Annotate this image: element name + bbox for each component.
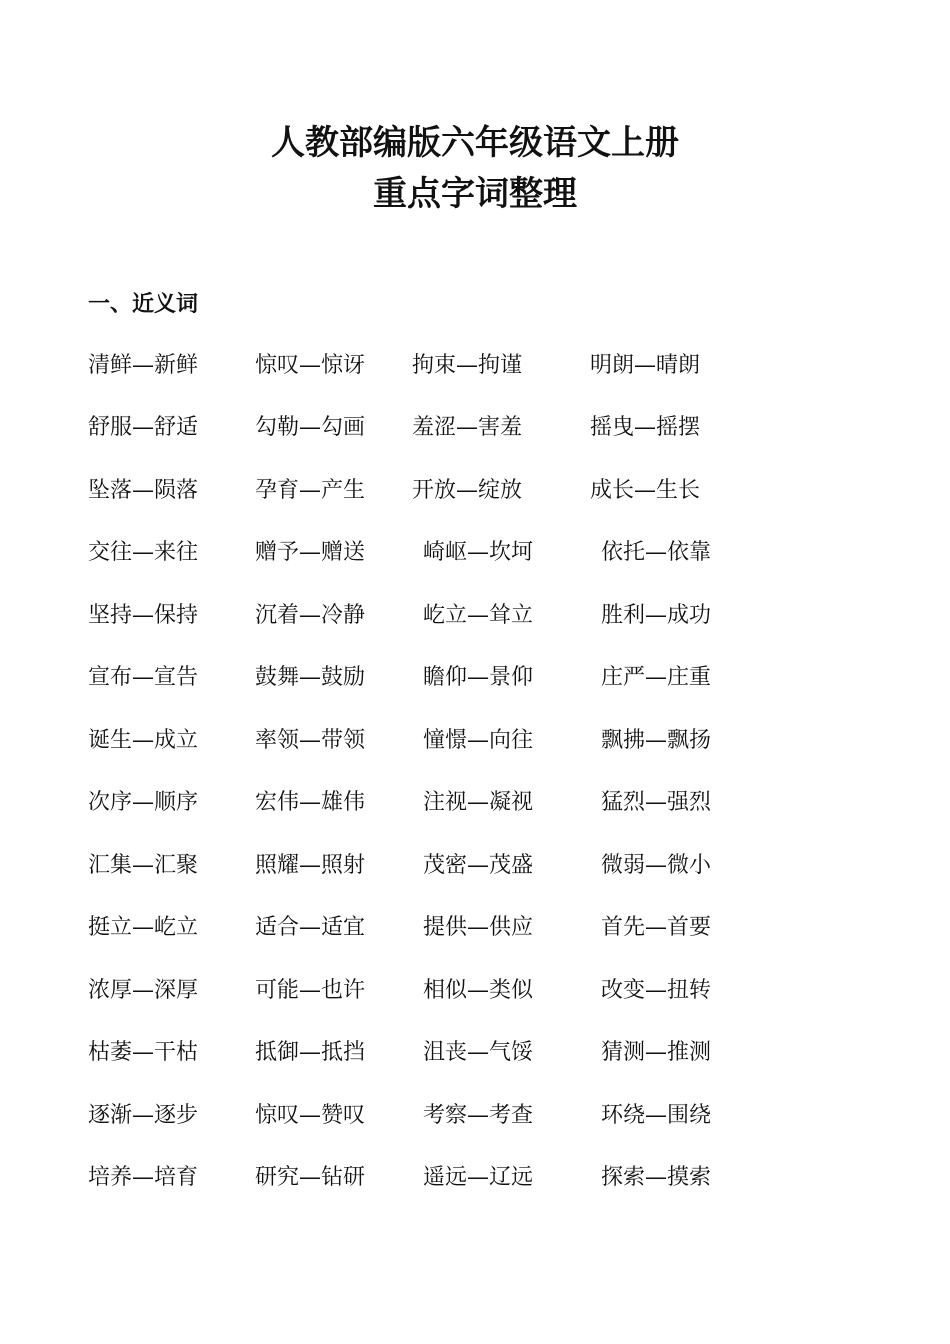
synonym-row	[0, 912, 950, 944]
synonym-pair: 依托—依靠	[601, 540, 712, 565]
synonym-pair: 瞻仰—景仰	[423, 665, 534, 690]
synonym-pair: 诞生—成立	[88, 728, 199, 753]
synonym-pair: 孕育—产生	[255, 478, 366, 503]
synonym-pair: 注视—凝视	[423, 790, 534, 815]
synonym-pair: 汇集—汇聚	[88, 853, 199, 878]
synonym-pair: 枯萎—干枯	[88, 1040, 199, 1065]
synonym-pair: 明朗—晴朗	[590, 353, 701, 378]
synonym-row	[0, 850, 950, 882]
synonym-row	[0, 787, 950, 819]
section-heading-synonyms: 一、近义词	[88, 291, 199, 317]
synonym-pair: 交往—来往	[88, 540, 199, 565]
synonym-pair: 抵御—抵挡	[255, 1040, 366, 1065]
synonym-pair: 浓厚—深厚	[88, 978, 199, 1003]
synonym-pair: 微弱—微小	[601, 853, 712, 878]
synonym-row	[0, 662, 950, 694]
synonym-row	[0, 350, 950, 382]
synonym-pair: 坠落—陨落	[88, 478, 199, 503]
document-title: 人教部编版六年级语文上册	[271, 123, 679, 163]
synonym-pair: 照耀—照射	[255, 853, 366, 878]
synonym-row	[0, 975, 950, 1007]
synonym-pair: 成长—生长	[590, 478, 701, 503]
synonym-pair: 飘拂—飘扬	[601, 728, 712, 753]
synonym-pair: 培养—培育	[88, 1165, 199, 1190]
synonym-row	[0, 600, 950, 632]
synonym-pair: 研究—钻研	[255, 1165, 366, 1190]
synonym-pair: 憧憬—向往	[423, 728, 534, 753]
synonym-pair: 鼓舞—鼓励	[255, 665, 366, 690]
synonym-pair: 胜利—成功	[601, 603, 712, 628]
synonym-pair: 赠予—赠送	[255, 540, 366, 565]
synonym-pair: 坚持—保持	[88, 603, 199, 628]
synonym-pair: 茂密—茂盛	[423, 853, 534, 878]
synonym-pair: 沉着—冷静	[255, 603, 366, 628]
synonym-pair: 崎岖—坎坷	[423, 540, 534, 565]
synonym-pair: 可能—也许	[255, 978, 366, 1003]
synonym-pair: 率领—带领	[255, 728, 366, 753]
document-subtitle: 重点字词整理	[373, 174, 577, 214]
synonym-pair: 逐渐—逐步	[88, 1103, 199, 1128]
synonym-pair: 挺立—屹立	[88, 915, 199, 940]
synonym-row	[0, 537, 950, 569]
synonym-pair: 惊叹—赞叹	[255, 1103, 366, 1128]
synonym-pair: 改变—扭转	[601, 978, 712, 1003]
synonym-pair: 舒服—舒适	[88, 415, 199, 440]
synonym-row	[0, 1100, 950, 1132]
synonym-pair: 宣布—宣告	[88, 665, 199, 690]
synonym-pair: 屹立—耸立	[423, 603, 534, 628]
synonym-row	[0, 1162, 950, 1194]
synonym-pair: 探索—摸索	[601, 1165, 712, 1190]
synonym-row	[0, 475, 950, 507]
synonym-pair: 庄严—庄重	[601, 665, 712, 690]
synonym-pair: 猛烈—强烈	[601, 790, 712, 815]
synonym-pair: 开放—绽放	[412, 478, 523, 503]
synonym-pair: 考察—考查	[423, 1103, 534, 1128]
synonym-pair: 摇曳—摇摆	[590, 415, 701, 440]
synonym-pair: 宏伟—雄伟	[255, 790, 366, 815]
synonym-pair: 首先—首要	[601, 915, 712, 940]
synonym-pair: 提供—供应	[423, 915, 534, 940]
synonym-pair: 拘束—拘谨	[412, 353, 523, 378]
synonym-pair: 羞涩—害羞	[412, 415, 523, 440]
synonym-pair: 清鲜—新鲜	[88, 353, 199, 378]
synonym-pair: 沮丧—气馁	[423, 1040, 534, 1065]
synonym-pair: 适合—适宜	[255, 915, 366, 940]
synonym-pair: 惊叹—惊讶	[255, 353, 366, 378]
synonym-pair: 勾勒—勾画	[255, 415, 366, 440]
synonym-row	[0, 725, 950, 757]
synonym-pair: 猜测—推测	[601, 1040, 712, 1065]
synonym-pair: 环绕—围绕	[601, 1103, 712, 1128]
synonym-pair: 遥远—辽远	[423, 1165, 534, 1190]
synonym-row	[0, 412, 950, 444]
synonym-pair: 次序—顺序	[88, 790, 199, 815]
synonym-row	[0, 1037, 950, 1069]
synonym-pair: 相似—类似	[423, 978, 534, 1003]
